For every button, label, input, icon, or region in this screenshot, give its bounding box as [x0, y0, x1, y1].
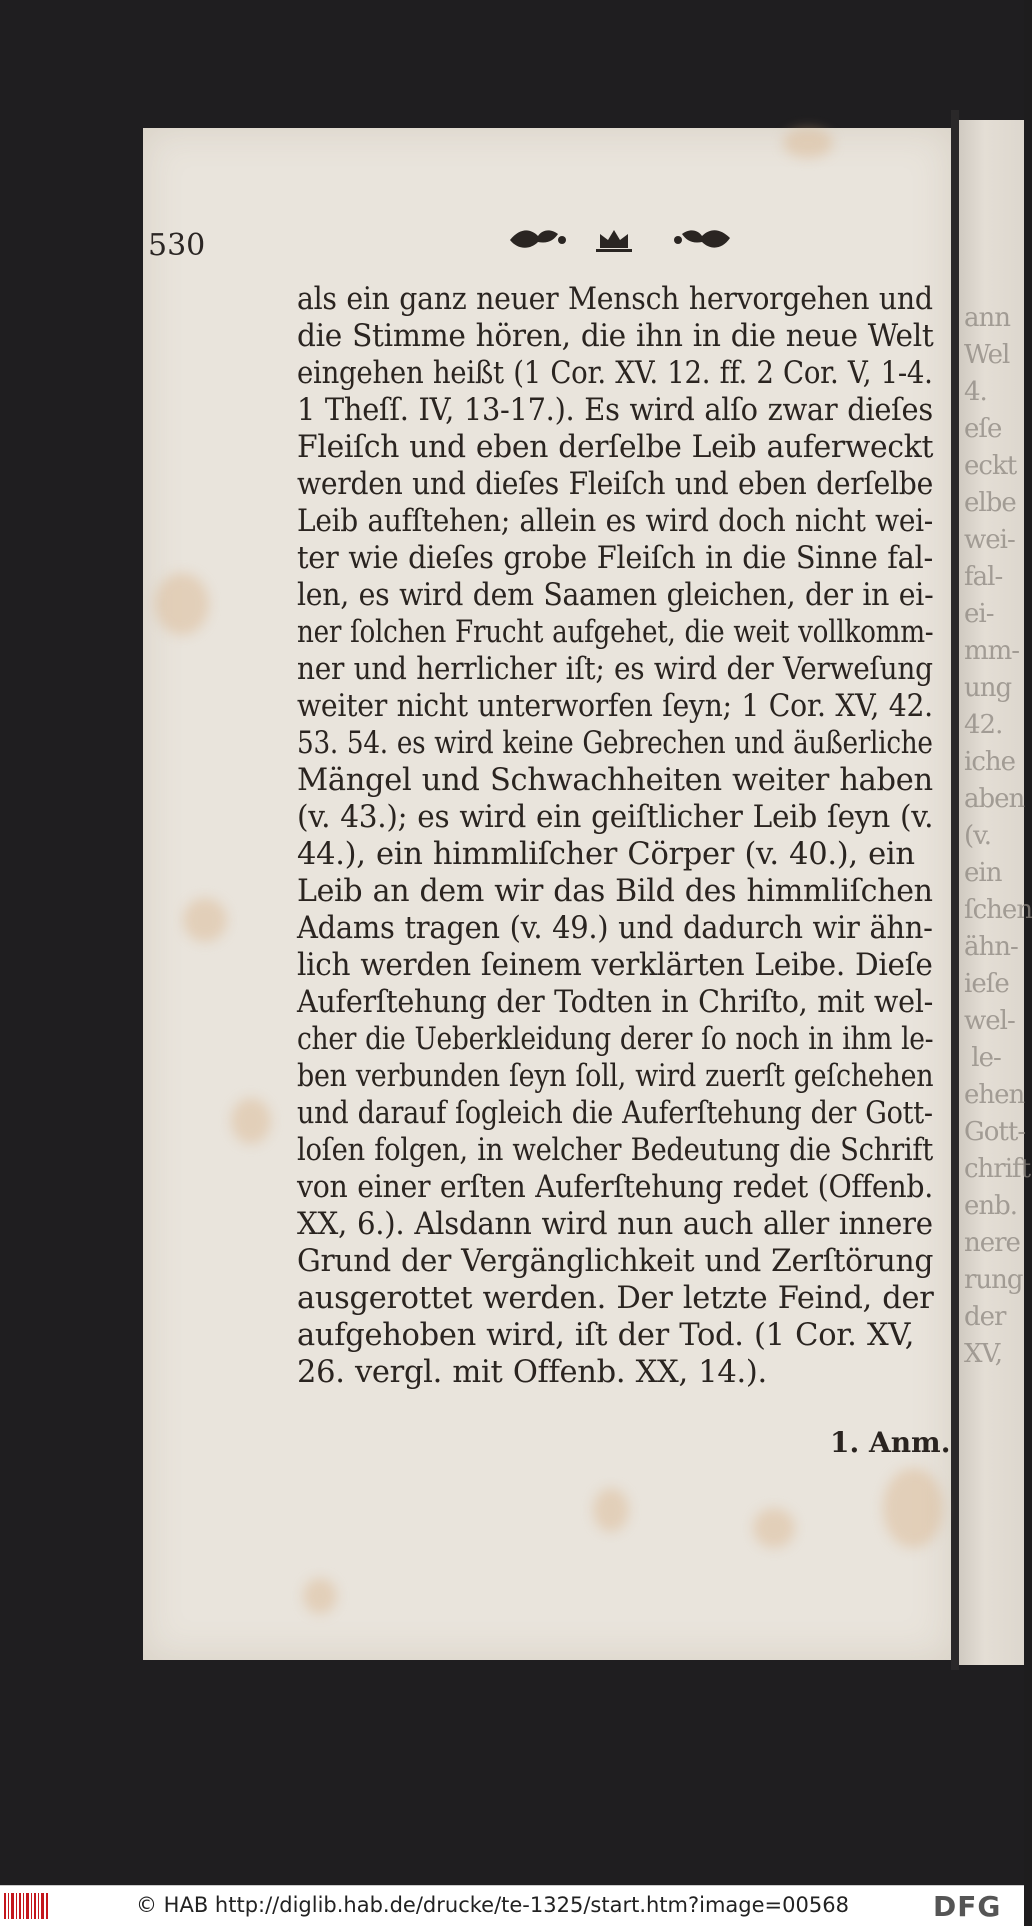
adjacent-page-edge: ann Wel 4. eſe eckt elbe wei- fal- ei- mm- ung 42. iche aben (v. ein ſchen ähn- ieſe wel- le- ehen Gott- chrift enb. nere rung der XV,: [958, 120, 1024, 1665]
text-line: die Stimme hören, die ihn in die neue Welt: [297, 319, 934, 354]
header-ornament-icon: [508, 222, 733, 256]
footer-citation: © HAB http://diglib.hab.de/drucke/te-1325/start.htm?image=00568: [136, 1893, 849, 1917]
text-line: ben verbunden ſeyn ſoll, wird zuerſt geſchehen: [297, 1059, 934, 1094]
text-line: und darauf ſogleich die Auferſtehung der Gott-: [297, 1096, 933, 1131]
text-line: Grund der Vergänglichkeit und Zerſtörung: [297, 1244, 934, 1279]
footer-bar: [0, 1885, 1024, 1926]
text-line: Auferſtehung der Todten in Chriſto, mit wel-: [297, 985, 934, 1020]
text-line: 44.), ein himmliſcher Cörper (v. 40.), ein: [297, 837, 915, 872]
text-line: cher die Ueberkleidung derer ſo noch in ihm le-: [297, 1022, 934, 1057]
text-line: Adams tragen (v. 49.) und dadurch wir ähn-: [297, 911, 933, 946]
dfg-logo: DFG: [933, 1890, 1002, 1923]
text-line: 53. 54. es wird keine Gebrechen und äußerliche: [297, 726, 933, 761]
book-gutter: [951, 110, 959, 1670]
text-line: ter wie dieſes grobe Fleiſch in die Sinne fal-: [297, 541, 933, 576]
text-line: Leib aufſtehen; allein es wird doch nicht wei-: [297, 504, 933, 539]
page-number: 530: [148, 228, 206, 263]
text-line: (v. 43.); es wird ein geiſtlicher Leib ſeyn (v.: [297, 800, 934, 835]
text-line: weiter nicht unterworfen ſeyn; 1 Cor. XV, 42.: [297, 689, 933, 724]
text-line: als ein ganz neuer Mensch hervorgehen und: [297, 282, 933, 317]
text-line: lich werden ſeinem verklärten Leibe. Dieſe: [297, 948, 933, 983]
text-line: XX, 6.). Alsdann wird nun auch aller innere: [297, 1207, 933, 1242]
text-line: Leib an dem wir das Bild des himmliſchen: [297, 874, 933, 909]
text-line: ausgerottet werden. Der letzte Feind, der: [297, 1281, 934, 1316]
body-text: [297, 281, 933, 1391]
text-line: eingehen heißt (1 Cor. XV. 12. ff. 2 Cor. V, 1-4.: [297, 356, 933, 391]
text-line: 1 Theſſ. IV, 13-17.). Es wird alſo zwar dieſes: [297, 393, 933, 428]
catchword: 1. Anm.: [830, 1426, 951, 1459]
text-line: 26. vergl. mit Offenb. XX, 14.).: [297, 1355, 767, 1390]
text-line: len, es wird dem Saamen gleichen, der in ei-: [297, 578, 934, 613]
text-line: Fleiſch und eben derſelbe Leib auferweckt: [297, 430, 934, 465]
text-line: Mängel und Schwachheiten weiter haben: [297, 763, 933, 798]
text-line: ner ſolchen Frucht aufgehet, die weit vollkomm-: [297, 615, 934, 650]
text-line: aufgehoben wird, iſt der Tod. (1 Cor. XV,: [297, 1318, 915, 1353]
text-line: von einer erſten Auferſtehung redet (Offenb.: [297, 1170, 933, 1205]
text-line: ner und herrlicher iſt; es wird der Verweſung: [297, 652, 933, 687]
text-line: werden und dieſes Fleiſch und eben derſelbe: [297, 467, 933, 502]
text-line: loſen folgen, in welcher Bedeutung die Schrift: [297, 1133, 934, 1168]
barcode-icon: [4, 1893, 48, 1919]
